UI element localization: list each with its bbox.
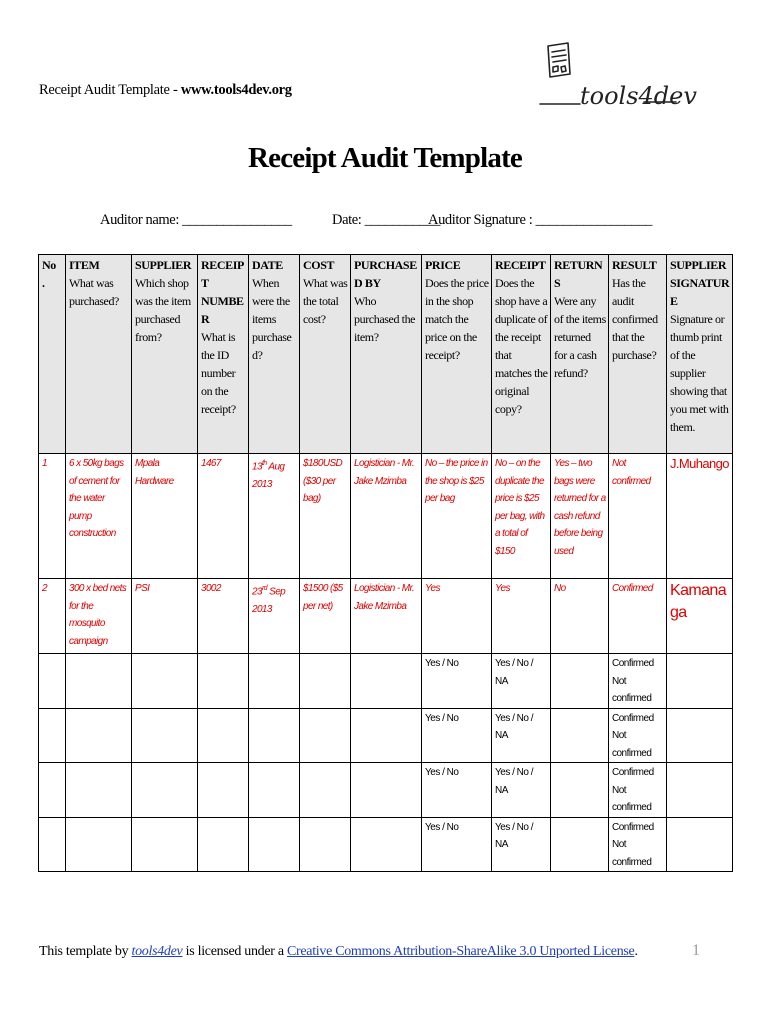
cell-item[interactable]	[66, 817, 132, 872]
cell-signature[interactable]	[667, 763, 733, 818]
cell-cost: $180USD ($30 per bag)	[300, 454, 351, 579]
cell-date: 13th Aug 2013	[249, 454, 300, 579]
cell-item[interactable]	[66, 708, 132, 763]
header-url: www.tools4dev.org	[180, 82, 292, 98]
cell-item[interactable]	[66, 654, 132, 709]
col-date: DATE When were the items purchased?	[249, 255, 300, 454]
cell-no[interactable]	[39, 763, 66, 818]
date-field: Date: ___________	[332, 212, 440, 228]
cell-supplier: PSI	[132, 579, 198, 654]
col-price: PRICE Does the price in the shop match the price on the receipt?	[422, 255, 492, 454]
cell-cost[interactable]	[300, 708, 351, 763]
cell-result: Not confirmed	[609, 454, 667, 579]
footer-middle: is licensed under a	[182, 944, 287, 959]
logo-text: tools4dev	[580, 82, 697, 110]
footer-suffix: .	[634, 944, 638, 959]
cell-purchased-by[interactable]	[351, 708, 422, 763]
cell-receipt[interactable]: Yes / No / NA	[492, 708, 551, 763]
cell-price: No – the price in the shop is $25 per bag	[422, 454, 492, 579]
cell-receipt: No – on the duplicate the price is $25 per bag, with a total of $150	[492, 454, 551, 579]
cell-cost[interactable]	[300, 817, 351, 872]
table-row	[39, 654, 733, 709]
cell-supplier: Mpala Hardware	[132, 454, 198, 579]
cell-no[interactable]	[39, 708, 66, 763]
cell-purchased-by: Logistician - Mr. Jake Mzimba	[351, 454, 422, 579]
cell-receipt: Yes	[492, 579, 551, 654]
cell-supplier[interactable]	[132, 708, 198, 763]
cell-item[interactable]	[66, 763, 132, 818]
cell-result[interactable]: Confirmed Not confirmed	[609, 763, 667, 818]
cell-returns[interactable]	[551, 654, 609, 709]
cell-receipt-number[interactable]	[198, 817, 249, 872]
cell-result[interactable]: Confirmed Not confirmed	[609, 708, 667, 763]
col-purchased-by: PURCHASED BY Who purchased the item?	[351, 255, 422, 454]
page-number: 1	[692, 942, 700, 959]
cell-receipt-number: 1467	[198, 454, 249, 579]
cell-price[interactable]: Yes / No	[422, 708, 492, 763]
receipt-audit-table	[38, 254, 733, 872]
cell-receipt-number[interactable]	[198, 708, 249, 763]
cell-result: Confirmed	[609, 579, 667, 654]
cell-date[interactable]	[249, 654, 300, 709]
col-receipt: RECEIPT Does the shop have a duplicate of the receipt that matches the original copy?	[492, 255, 551, 454]
cell-price[interactable]: Yes / No	[422, 654, 492, 709]
cell-price: Yes	[422, 579, 492, 654]
cell-receipt[interactable]: Yes / No / NA	[492, 763, 551, 818]
cell-no[interactable]	[39, 817, 66, 872]
col-supplier: SUPPLIER Which shop was the item purchased from?	[132, 255, 198, 454]
table-row	[39, 763, 733, 818]
cell-returns: Yes – two bags were returned for a cash refund before being used	[551, 454, 609, 579]
cell-item: 6 x 50kg bags of cement for the water pump construction	[66, 454, 132, 579]
cell-result[interactable]: Confirmed Not confirmed	[609, 654, 667, 709]
col-returns: RETURNS Were any of the items returned for a cash refund?	[551, 255, 609, 454]
cell-no[interactable]	[39, 654, 66, 709]
col-item: ITEM What was purchased?	[66, 255, 132, 454]
cell-cost: $1500 ($5 per net)	[300, 579, 351, 654]
table-row	[39, 817, 733, 872]
cell-supplier[interactable]	[132, 654, 198, 709]
cell-purchased-by[interactable]	[351, 654, 422, 709]
cell-cost[interactable]	[300, 654, 351, 709]
auditor-name-field: Auditor name: ________________	[100, 212, 292, 228]
cell-date: 23rd Sep 2013	[249, 579, 300, 654]
cell-receipt[interactable]: Yes / No / NA	[492, 654, 551, 709]
table-row	[39, 579, 733, 654]
col-receipt-number: RECEIPT NUMBER What is the ID number on the receipt?	[198, 255, 249, 454]
header-row	[39, 255, 733, 454]
cell-signature[interactable]	[667, 708, 733, 763]
cell-date[interactable]	[249, 708, 300, 763]
page-title: Receipt Audit Template	[247, 142, 522, 174]
cell-result[interactable]: Confirmed Not confirmed	[609, 817, 667, 872]
table-row	[39, 708, 733, 763]
cell-no: 1	[39, 454, 66, 579]
footer-license	[39, 944, 638, 960]
cell-receipt-number: 3002	[198, 579, 249, 654]
author-link[interactable]: tools4dev	[131, 944, 183, 959]
cell-receipt-number[interactable]	[198, 763, 249, 818]
cell-purchased-by[interactable]	[351, 763, 422, 818]
logo-icon	[536, 40, 697, 112]
cell-returns[interactable]	[551, 817, 609, 872]
cell-receipt[interactable]: Yes / No / NA	[492, 817, 551, 872]
cell-price[interactable]: Yes / No	[422, 763, 492, 818]
cell-returns[interactable]	[551, 763, 609, 818]
tools4dev-logo	[536, 40, 697, 112]
col-no: No .	[39, 255, 66, 454]
header-text	[39, 82, 292, 99]
cell-receipt-number[interactable]	[198, 654, 249, 709]
auditor-signature-field: Auditor Signature : _________________	[428, 212, 653, 228]
cell-signature[interactable]	[667, 817, 733, 872]
license-link[interactable]: Creative Commons Attribution-ShareAlike 3.0 Unported License	[286, 944, 635, 959]
header-prefix: Receipt Audit Template -	[39, 82, 181, 98]
cell-price[interactable]: Yes / No	[422, 817, 492, 872]
cell-returns: No	[551, 579, 609, 654]
cell-no: 2	[39, 579, 66, 654]
cell-date[interactable]	[249, 763, 300, 818]
cell-purchased-by: Logistician - Mr. Jake Mzimba	[351, 579, 422, 654]
cell-date[interactable]	[249, 817, 300, 872]
cell-cost[interactable]	[300, 763, 351, 818]
cell-purchased-by[interactable]	[351, 817, 422, 872]
cell-supplier[interactable]	[132, 763, 198, 818]
cell-signature: Kamanaga	[667, 579, 733, 654]
table-row	[39, 454, 733, 579]
cell-supplier[interactable]	[132, 817, 198, 872]
footer-prefix: This template by	[39, 944, 132, 959]
col-supplier-signature: SUPPLIER SIGNATURE Signature or thumb print of the supplier showing that you met with them.	[667, 255, 733, 454]
cell-signature[interactable]	[667, 654, 733, 709]
cell-item: 300 x bed nets for the mosquito campaign	[66, 579, 132, 654]
cell-returns[interactable]	[551, 708, 609, 763]
col-result: RESULT Has the audit confirmed that the purchase?	[609, 255, 667, 454]
cell-signature: J.Muhango	[667, 454, 733, 579]
col-cost: COST What was the total cost?	[300, 255, 351, 454]
